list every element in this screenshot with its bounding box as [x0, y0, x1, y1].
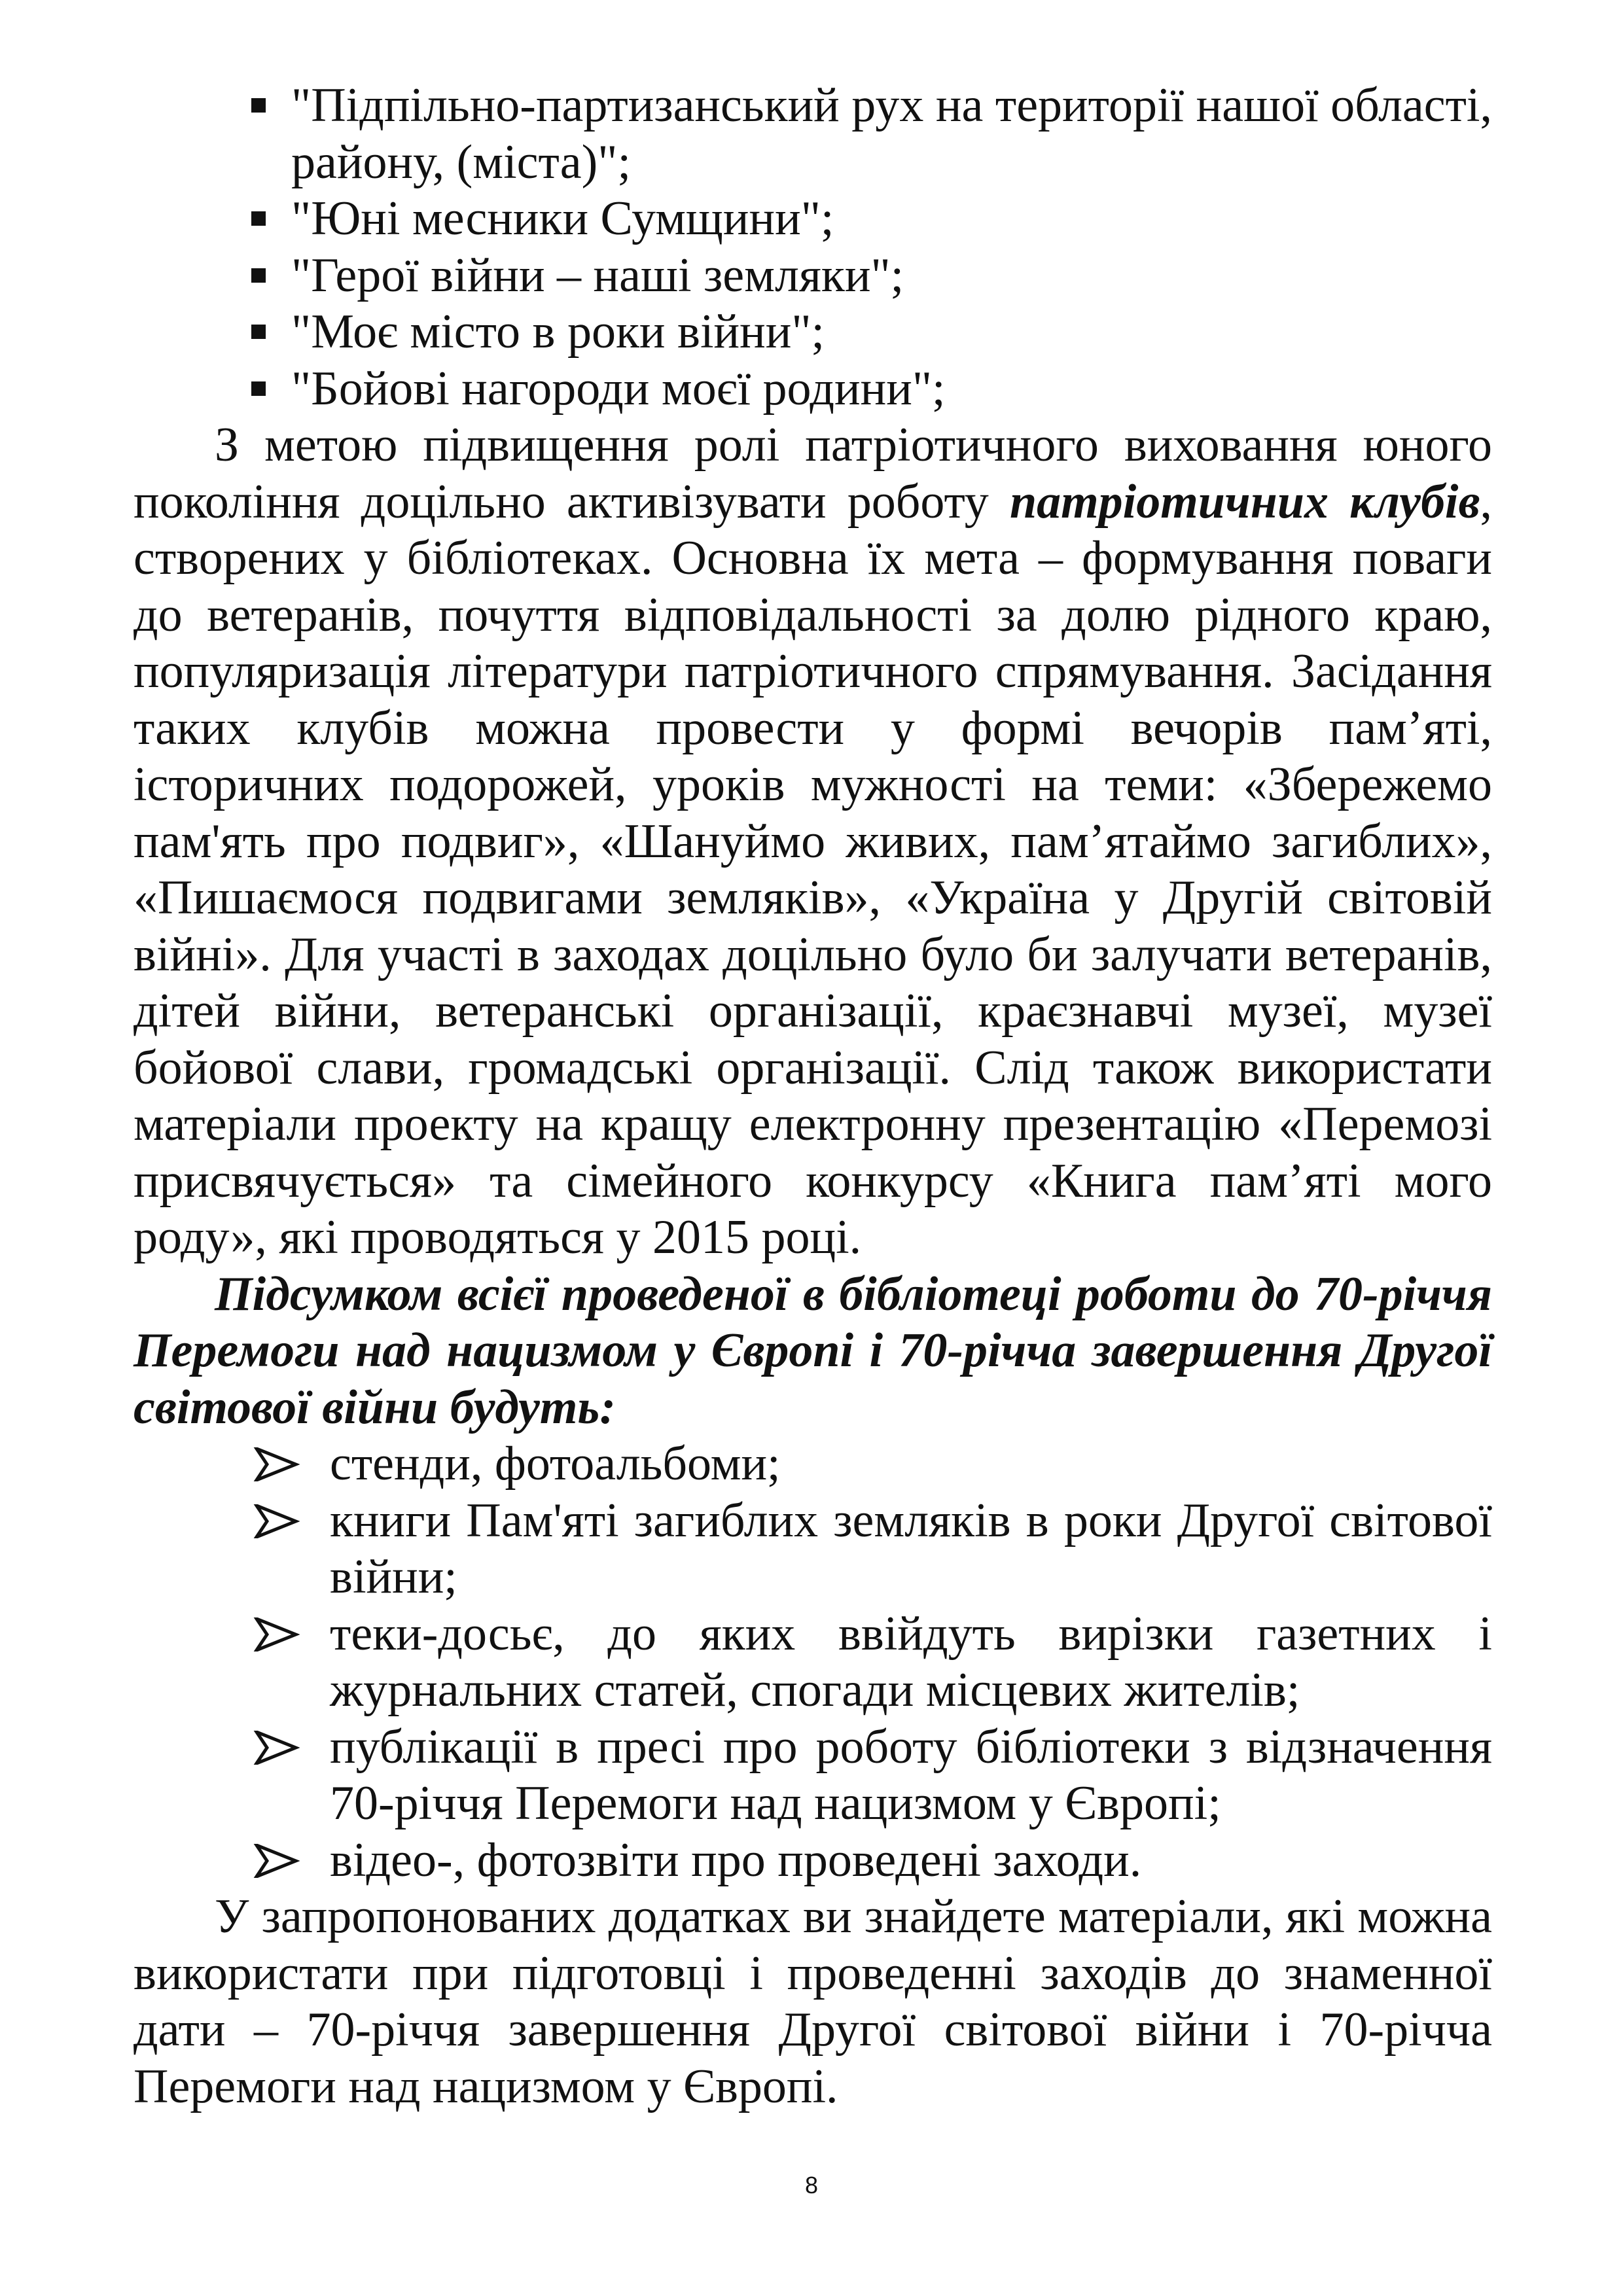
list-item [251, 1492, 1492, 1606]
page-number: 8 [804, 2172, 819, 2199]
document-page [134, 77, 1492, 2115]
emphasis-text: патріотичних клубів [1009, 474, 1480, 529]
closing-paragraph: У запропонованих додатках ви знайдете матеріали, які можна використати при підготовці і проведенні заходів до знаменної дати – 70-річчя завершення Другої світової війни і 70-річча Перемоги над нацизмом у Європі. [134, 1890, 1492, 2113]
patriotic-clubs-paragraph [134, 417, 1492, 1266]
list-item [251, 77, 1492, 190]
list-item [251, 361, 1492, 417]
topic-text: "Юні месники Сумщини"; [291, 192, 834, 245]
square-bullet-icon [251, 381, 266, 396]
result-text: книги Пам'яті загиблих земляків в роки Другої світової війни; [330, 1493, 1492, 1604]
square-bullet-icon [251, 325, 266, 339]
results-list [134, 1436, 1492, 1888]
list-item [251, 1606, 1492, 1719]
arrowhead-bullet-icon [253, 1731, 300, 1765]
topic-text: "Моє місто в роки війни"; [291, 305, 825, 359]
result-text: теки-досьє, до яких ввійдуть вирізки газетних і журнальних статей, спогади місцевих жителів; [330, 1606, 1492, 1717]
square-bullet-icon [251, 268, 266, 283]
topic-text: "Підпільно-партизанський рух на території нашої області, району, (міста)"; [291, 79, 1492, 189]
result-text: відео-, фотозвіти про проведені заходи. [330, 1833, 1142, 1887]
list-item [251, 1832, 1492, 1889]
square-bullet-icon [251, 211, 266, 226]
arrowhead-bullet-icon [253, 1617, 300, 1651]
arrowhead-bullet-icon [253, 1447, 300, 1481]
topic-text: "Герої війни – наші земляки"; [291, 248, 904, 302]
arrowhead-bullet-icon [253, 1504, 300, 1538]
result-text: публікації в пресі про роботу бібліотеки з відзначення 70-річчя Перемоги над нацизмом у Європі; [330, 1720, 1492, 1830]
list-item [251, 1719, 1492, 1832]
square-bullet-icon [251, 98, 266, 113]
list-item [251, 304, 1492, 361]
topics-list [134, 77, 1492, 417]
list-item [251, 1436, 1492, 1492]
summary-heading: Підсумком всієї проведеної в бібліотеці роботи до 70-річчя Перемоги над нацизмом у Європі і 70-річча завершення Другої світової війни будуть: [134, 1267, 1492, 1434]
result-text: стенди, фотоальбоми; [330, 1437, 781, 1491]
list-item [251, 247, 1492, 304]
list-item [251, 190, 1492, 247]
topic-text: "Бойові нагороди моєї родини"; [291, 361, 946, 415]
paragraph-text: , створених у бібліотеках. Основна їх мета – формування поваги до ветеранів, почуття відповідальності за долю рідного краю, популяризація літератури патріотичного спрямування. Засідання таких клубів можна провести у формі вечорів пам’яті, історичних подорожей, уроків мужності на теми: «Збережемо пам'ять про подвиг», «Шануймо живих, пам’ятаймо загиблих», «Пишаємося подвигами земляків», «Україна у Другій світовій війні». Для участі в заходах доцільно було би залучати ветеранів, дітей війни, ветеранські організації, краєзнавчі музеї, музеї бойової слави, громадські організації. Слід також використати матеріали проекту на кращу електронну презентацію «Перемозі присвячується» та сімейного конкурсу «Книга пам’яті мого роду», які проводяться у 2015 році. [134, 474, 1493, 1264]
arrowhead-bullet-icon [253, 1844, 300, 1878]
paragraph-text: З метою підвищення ролі патріотичного виховання юного покоління доцільно активізувати роботу [134, 418, 1492, 529]
